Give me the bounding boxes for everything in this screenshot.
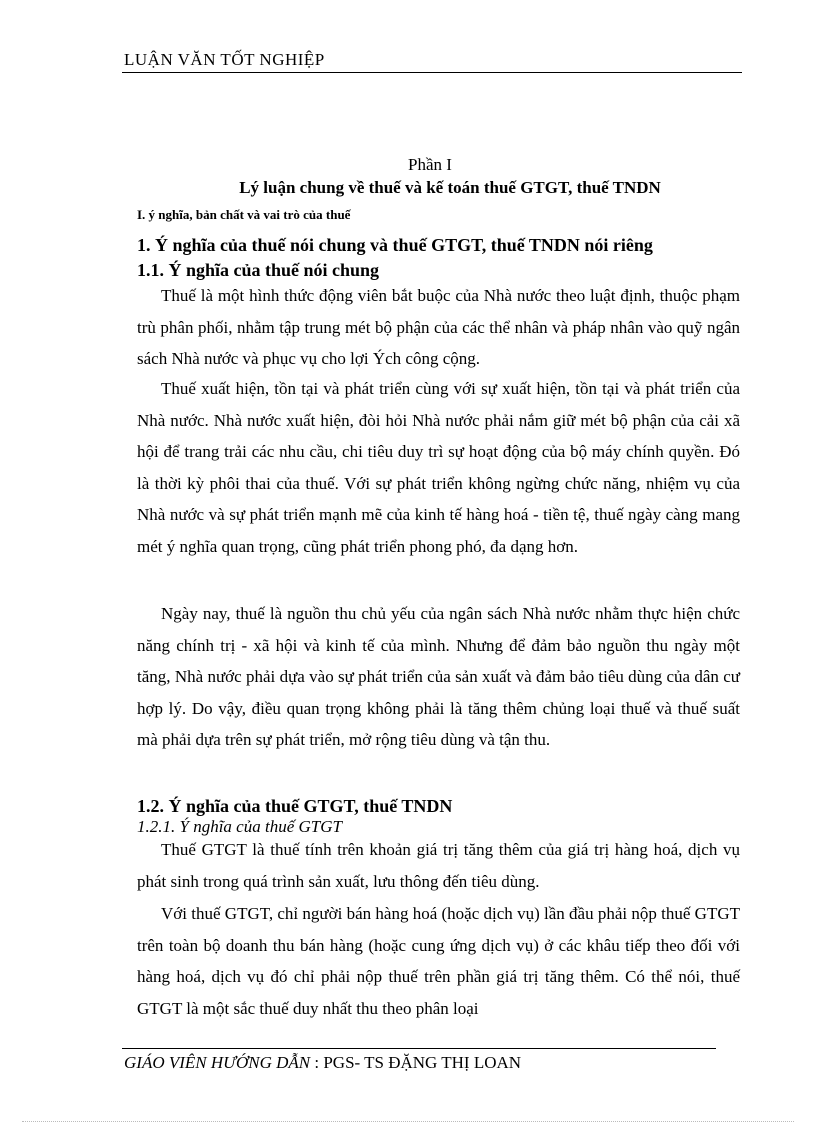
footer-rule: [122, 1048, 716, 1049]
page-footer: [124, 1053, 521, 1073]
paragraph: Thuế xuất hiện, tồn tại và phát triển cùng với sự xuất hiện, tồn tại và phát triển của Nhà nước. Nhà nước xuất hiện, đòi hỏi Nhà nước phải nắm giữ mét bộ phận của cải xã hội để trang trải các nhu cầu, chi tiêu duy trì sự hoạt động của bộ máy chính quyền. Đó là thời kỳ phôi thai của thuế. Với sự phát triển không ngừng chức năng, nhiệm vụ của Nhà nước và sự phát triển mạnh mẽ của kinh tế hàng hoá - tiền tệ, thuế ngày càng mang mét ý nghĩa quan trọng, cũng phát triển phong phó, đa dạng hơn.: [137, 379, 740, 556]
section-heading-1-2: 1.2. Ý nghĩa của thuế GTGT, thuế TNDN: [137, 796, 453, 816]
header-rule: [122, 72, 742, 73]
section-heading-1-2-1: 1.2.1. Ý nghĩa của thuế GTGT: [137, 817, 342, 836]
part-title: Lý luận chung về thuế và kế toán thuế GTGT, thuế TNDN: [239, 178, 661, 197]
section-heading-1: 1. Ý nghĩa của thuế nói chung và thuế GTGT, thuế TNDN nói riêng: [137, 235, 653, 255]
footer-role: GIÁO VIÊN HƯỚNG DẪN: [124, 1053, 311, 1072]
footer-supervisor-name: PGS- TS ĐẶNG THỊ LOAN: [323, 1053, 522, 1072]
part-label: Phần I: [408, 155, 452, 174]
paragraph: Thuế GTGT là thuế tính trên khoản giá trị tăng thêm của giá trị hàng hoá, dịch vụ phát sinh trong quá trình sản xuất, lưu thông đến tiêu dùng.: [137, 840, 740, 891]
footer-separator: :: [314, 1053, 320, 1072]
section-heading-i: I. ý nghĩa, bản chất và vai trò của thuế: [137, 207, 351, 222]
page-header-title: LUẬN VĂN TỐT NGHIỆP: [124, 50, 325, 69]
paragraph: Ngày nay, thuế là nguồn thu chủ yếu của ngân sách Nhà nước nhằm thực hiện chức năng chính trị - xã hội và kinh tế của mình. Nhưng để đảm bảo nguồn thu ngày một tăng, Nhà nước phải dựa vào sự phát triển của sản xuất và đảm bảo tiêu dùng của dân cư hợp lý. Do vậy, điều quan trọng không phải là tăng thêm chủng loại thuế và thuế suất mà phải dựa trên sự phát triển, mở rộng tiêu dùng và tận thu.: [137, 604, 740, 749]
paragraph: Với thuế GTGT, chỉ người bán hàng hoá (hoặc dịch vụ) lần đầu phải nộp thuế GTGT trên toàn bộ doanh thu bán hàng (hoặc cung ứng dịch vụ) ở các khâu tiếp theo đối với hàng hoá, dịch vụ đó chỉ phải nộp thuế trên phần giá trị tăng thêm. Có thể nói, thuế GTGT là một sắc thuế duy nhất thu theo phân loại: [137, 904, 740, 1018]
page-bottom-border: [22, 1121, 794, 1122]
section-heading-1-1: 1.1. Ý nghĩa của thuế nói chung: [137, 260, 380, 280]
paragraph: Thuế là một hình thức động viên bắt buộc của Nhà nước theo luật định, thuộc phạm trù phân phối, nhằm tập trung mét bộ phận của các thể nhân và pháp nhân vào quỹ ngân sách Nhà nước và phục vụ cho lợi Ých công cộng.: [137, 286, 740, 368]
